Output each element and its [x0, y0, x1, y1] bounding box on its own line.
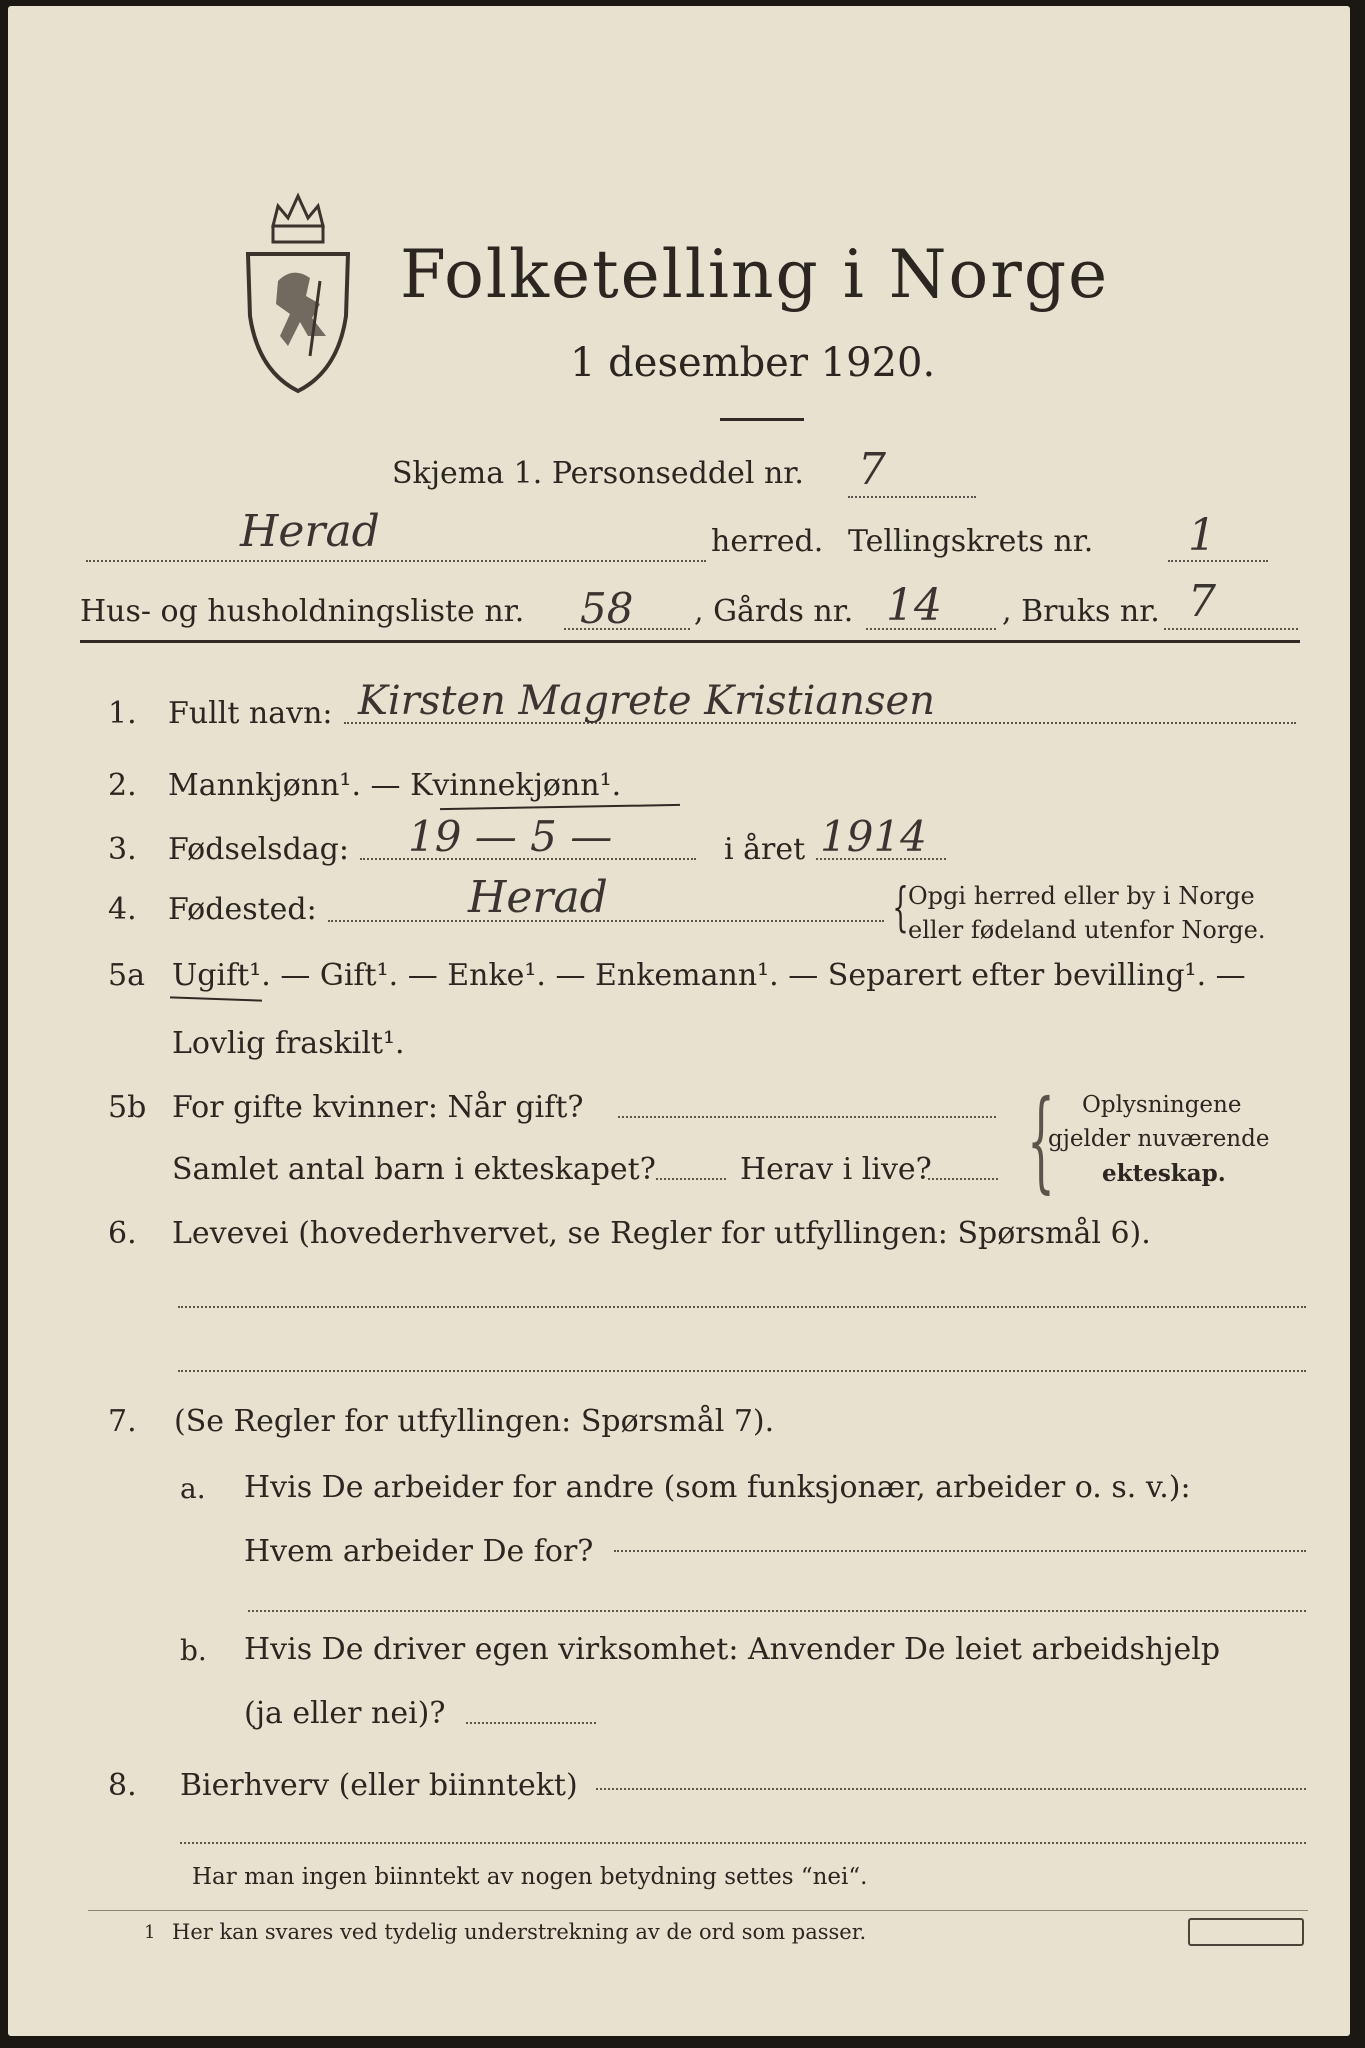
- q5b-nar-gift-line: [618, 1116, 996, 1118]
- q1-number: 1.: [108, 696, 137, 731]
- q6-line2: [178, 1370, 1306, 1372]
- tellingskrets-nr-value: 1: [1188, 510, 1216, 561]
- q4-note-line2: eller fødeland utenfor Norge.: [908, 916, 1266, 944]
- q5b-line2b: Herav i live?: [740, 1152, 932, 1187]
- norwegian-coat-of-arms-icon: [238, 186, 358, 396]
- q3-year-value: 1914: [820, 812, 927, 861]
- herred-label: herred.: [711, 524, 824, 559]
- q7a-extra-line: [248, 1610, 1306, 1612]
- gards-label: , Gårds nr.: [694, 594, 854, 629]
- census-form-page: [8, 6, 1350, 2036]
- personseddel-nr-value: 7: [858, 444, 886, 495]
- q5b-herav-line: [928, 1178, 998, 1180]
- q2-sex-options: Mannkjønn¹. — Kvinnekjønn¹.: [168, 768, 622, 803]
- biinntekt-note: Har man ingen biinntekt av nogen betydning settes “nei“.: [192, 1864, 868, 1890]
- tellingskrets-label: Tellingskrets nr.: [848, 524, 1094, 559]
- q4-label: Fødested:: [168, 892, 317, 927]
- personseddel-line: [848, 496, 976, 498]
- q5a-ugift-underline: [170, 996, 262, 1001]
- q5b-note-line3: ekteskap.: [1102, 1160, 1226, 1187]
- q3-label: Fødselsdag:: [168, 832, 349, 867]
- q5b-line2a: Samlet antal barn i ekteskapet?: [172, 1152, 656, 1187]
- q8-label: Bierhverv (eller biinntekt): [180, 1768, 578, 1803]
- q8-extra-line: [180, 1842, 1306, 1844]
- q7-number: 7.: [108, 1404, 137, 1439]
- hus-label: Hus- og husholdningsliste nr.: [80, 594, 525, 629]
- q4-number: 4.: [108, 892, 137, 927]
- page-title: Folketelling i Norge: [400, 236, 1110, 313]
- gards-nr-value: 14: [886, 580, 942, 631]
- q7b-letter: b.: [180, 1634, 207, 1667]
- q4-bracket: {: [892, 878, 909, 938]
- q7a-letter: a.: [180, 1472, 206, 1505]
- q5a-number: 5a: [108, 958, 145, 993]
- q7a-line: [614, 1550, 1306, 1552]
- footnote-text: Her kan svares ved tydelig understrekning av de ord som passer.: [172, 1920, 867, 1944]
- q8-line: [596, 1788, 1306, 1790]
- q5b-number: 5b: [108, 1090, 147, 1125]
- q4-birthplace-value: Herad: [468, 872, 608, 923]
- q2-kvinnekjonn-underline: [440, 804, 680, 810]
- bruks-label: , Bruks nr.: [1002, 594, 1160, 629]
- q1-label: Fullt navn:: [168, 696, 333, 731]
- q5b-bracket: {: [1027, 1076, 1055, 1204]
- footnote-mark: 1: [144, 1922, 156, 1943]
- skjema-label: Skjema 1. Personseddel nr.: [392, 456, 804, 491]
- tellingskrets-line: [1168, 560, 1268, 562]
- q7-label: (Se Regler for utfyllingen: Spørsmål 7).: [174, 1404, 775, 1439]
- title-divider: [720, 418, 804, 421]
- q4-note-line1: Opgi herred eller by i Norge: [908, 882, 1255, 910]
- footnote-rule: [88, 1910, 1308, 1911]
- q5a-line2: Lovlig fraskilt¹.: [172, 1026, 405, 1061]
- bruks-nr-value: 7: [1188, 576, 1216, 627]
- q5a-marital-status-options: Ugift¹. — Gift¹. — Enke¹. — Enkemann¹. — Separert efter bevilling¹. —: [172, 958, 1246, 993]
- q7b-line: [466, 1722, 596, 1724]
- q7b-line2: (ja eller nei)?: [244, 1696, 446, 1731]
- q5b-note-line2: gjelder nuværende: [1048, 1126, 1270, 1152]
- q3-birthday-value: 19 — 5 —: [408, 812, 613, 861]
- bruks-line: [1164, 628, 1298, 630]
- herred-line: [86, 560, 706, 562]
- q8-number: 8.: [108, 1768, 137, 1803]
- q3-number: 3.: [108, 832, 137, 867]
- q1-full-name-value: Kirsten Magrete Kristiansen: [358, 678, 935, 724]
- q3-year-label: i året: [724, 832, 806, 867]
- q5b-line1: For gifte kvinner: Når gift?: [172, 1090, 584, 1125]
- q7b-line1: Hvis De driver egen virksomhet: Anvender De leiet arbeidshjelp: [244, 1632, 1221, 1667]
- census-date: 1 desember 1920.: [570, 340, 936, 386]
- q6-line1: [178, 1306, 1306, 1308]
- q7a-line1: Hvis De arbeider for andre (som funksjonær, arbeider o. s. v.):: [244, 1470, 1191, 1505]
- q6-label: Levevei (hovederhvervet, se Regler for utfyllingen: Spørsmål 6).: [172, 1216, 1151, 1251]
- printer-stamp: [1188, 1918, 1304, 1946]
- q5b-note-line1: Oplysningene: [1082, 1092, 1242, 1118]
- q7a-line2: Hvem arbeider De for?: [244, 1534, 594, 1569]
- hus-nr-value: 58: [580, 584, 634, 633]
- header-rule: [80, 640, 1300, 643]
- q2-number: 2.: [108, 768, 137, 803]
- q5b-barn-line: [656, 1178, 726, 1180]
- q6-number: 6.: [108, 1216, 137, 1251]
- herred-value: Herad: [240, 506, 380, 557]
